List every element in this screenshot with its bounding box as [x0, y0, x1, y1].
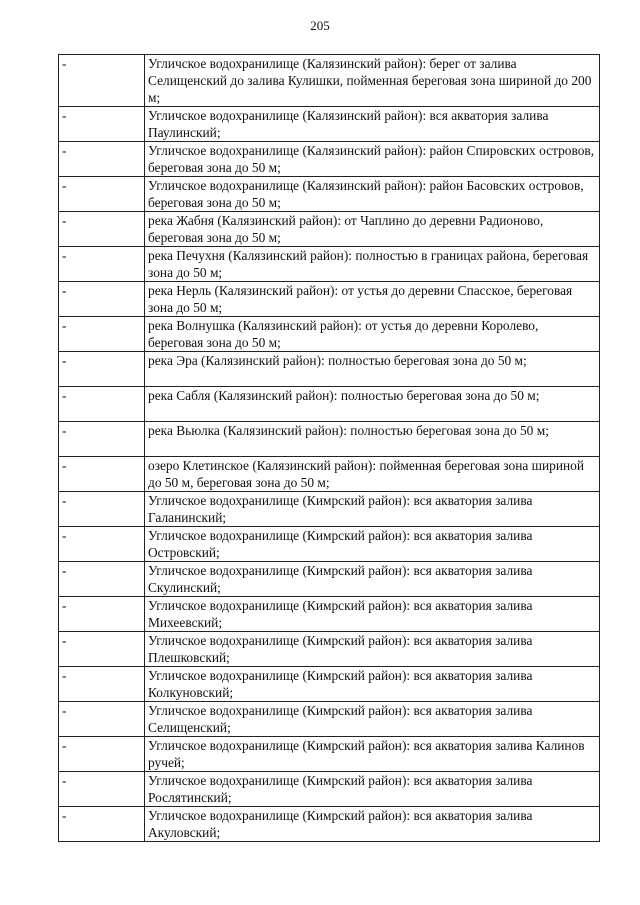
row-text: река Вьюлка (Калязинский район): полностью береговая зона до 50 м; — [145, 422, 600, 457]
row-marker: - — [59, 597, 145, 632]
row-text: Угличское водохранилище (Калязинский район): берег от залива Селищенский до залива Кулишки, пойменная береговая зона шириной до 200 м; — [145, 55, 600, 107]
row-text: Угличское водохранилище (Кимрский район): вся акватория залива Островский; — [145, 527, 600, 562]
table-row — [59, 457, 600, 492]
row-marker: - — [59, 632, 145, 667]
row-marker: - — [59, 142, 145, 177]
row-marker: - — [59, 702, 145, 737]
row-marker: - — [59, 527, 145, 562]
table-row — [59, 737, 600, 772]
row-text: Угличское водохранилище (Кимрский район): вся акватория залива Михеевский; — [145, 597, 600, 632]
table-row — [59, 807, 600, 842]
table-row — [59, 527, 600, 562]
table-row — [59, 597, 600, 632]
page-number: 205 — [310, 18, 330, 33]
row-marker: - — [59, 772, 145, 807]
row-marker: - — [59, 55, 145, 107]
table-row — [59, 492, 600, 527]
row-marker: - — [59, 247, 145, 282]
table-row — [59, 282, 600, 317]
row-marker: - — [59, 737, 145, 772]
table-row — [59, 212, 600, 247]
table-row — [59, 702, 600, 737]
table-row — [59, 247, 600, 282]
table-row — [59, 317, 600, 352]
row-text: Угличское водохранилище (Кимрский район): вся акватория залива Колкуновский; — [145, 667, 600, 702]
table-row — [59, 772, 600, 807]
table-row — [59, 562, 600, 597]
row-text: Угличское водохранилище (Калязинский район): район Басовских островов, береговая зона до 50 м; — [145, 177, 600, 212]
row-text: Угличское водохранилище (Кимрский район): вся акватория залива Рослятинский; — [145, 772, 600, 807]
row-text: Угличское водохранилище (Кимрский район): вся акватория залива Акуловский; — [145, 807, 600, 842]
row-marker: - — [59, 422, 145, 457]
table-row — [59, 632, 600, 667]
row-text: река Эра (Калязинский район): полностью береговая зона до 50 м; — [145, 352, 600, 387]
row-text: Угличское водохранилище (Кимрский район): вся акватория залива Селищенский; — [145, 702, 600, 737]
row-marker: - — [59, 492, 145, 527]
row-text: река Печухня (Калязинский район): полностью в границах района, береговая зона до 50 м; — [145, 247, 600, 282]
row-marker: - — [59, 807, 145, 842]
row-text: река Нерль (Калязинский район): от устья до деревни Спасское, береговая зона до 50 м; — [145, 282, 600, 317]
table-row — [59, 55, 600, 107]
row-marker: - — [59, 667, 145, 702]
row-text: река Волнушка (Калязинский район): от устья до деревни Королево, береговая зона до 50 м; — [145, 317, 600, 352]
row-marker: - — [59, 317, 145, 352]
table-row — [59, 422, 600, 457]
row-marker: - — [59, 282, 145, 317]
row-marker: - — [59, 457, 145, 492]
document-table — [58, 54, 600, 842]
table-row — [59, 107, 600, 142]
row-text: река Сабля (Калязинский район): полностью береговая зона до 50 м; — [145, 387, 600, 422]
row-text: Угличское водохранилище (Калязинский район): район Спировских островов, береговая зона до 50 м; — [145, 142, 600, 177]
table-row — [59, 667, 600, 702]
row-text: Угличское водохранилище (Кимрский район): вся акватория залива Плешковский; — [145, 632, 600, 667]
row-text: Угличское водохранилище (Кимрский район): вся акватория залива Галанинский; — [145, 492, 600, 527]
table-row — [59, 142, 600, 177]
row-text: Угличское водохранилище (Кимрский район): вся акватория залива Скулинский; — [145, 562, 600, 597]
table-row — [59, 352, 600, 387]
row-text: Угличское водохранилище (Калязинский район): вся акватория залива Паулинский; — [145, 107, 600, 142]
row-marker: - — [59, 107, 145, 142]
row-marker: - — [59, 177, 145, 212]
row-marker: - — [59, 387, 145, 422]
row-text: река Жабня (Калязинский район): от Чаплино до деревни Радионово, береговая зона до 50 м; — [145, 212, 600, 247]
row-marker: - — [59, 562, 145, 597]
row-marker: - — [59, 212, 145, 247]
row-text: Угличское водохранилище (Кимрский район): вся акватория залива Калинов ручей; — [145, 737, 600, 772]
row-text: озеро Клетинское (Калязинский район): пойменная береговая зона шириной до 50 м, береговая зона до 50 м; — [145, 457, 600, 492]
row-marker: - — [59, 352, 145, 387]
table-row — [59, 387, 600, 422]
table-row — [59, 177, 600, 212]
